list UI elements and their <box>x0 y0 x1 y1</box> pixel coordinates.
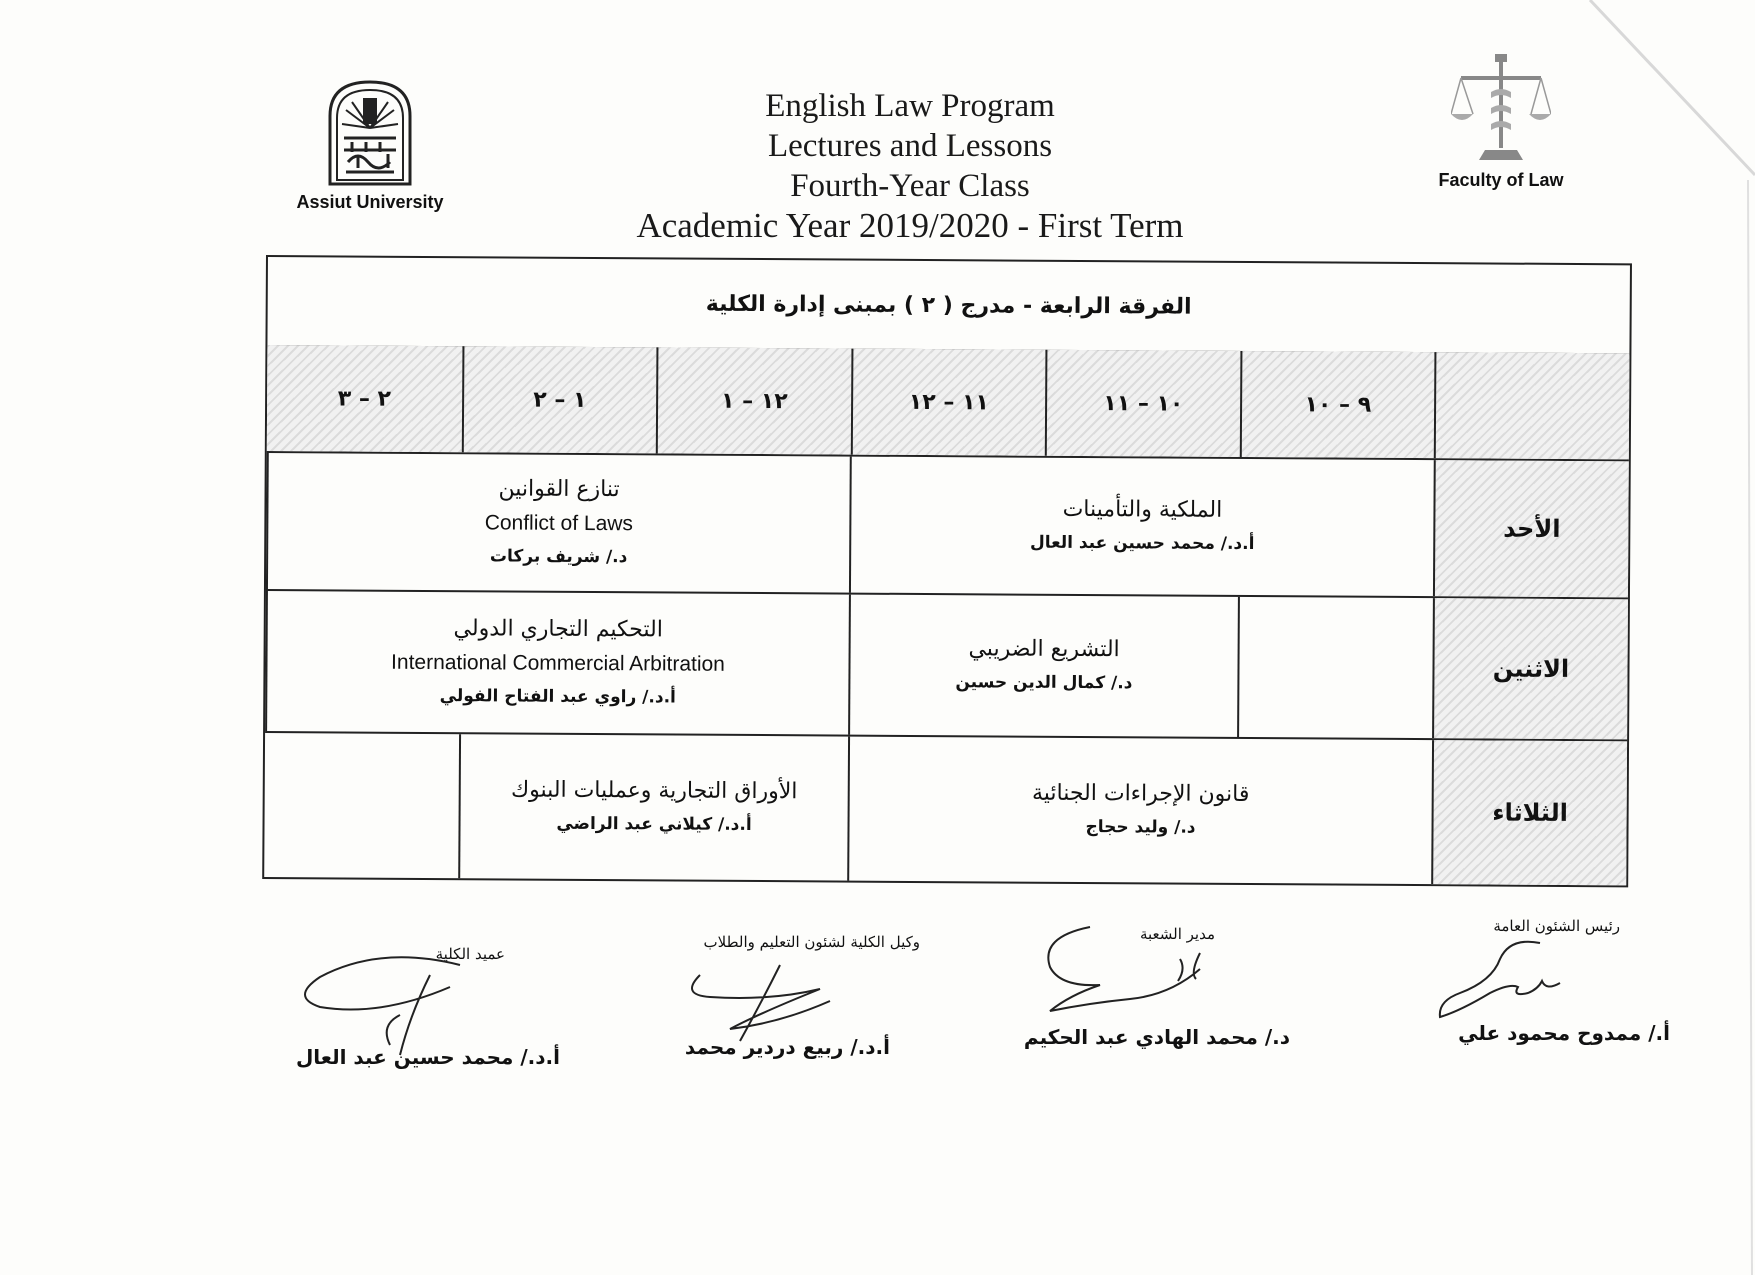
signature-name: أ./ ممدوح محمود علي <box>1458 1021 1670 1045</box>
course-title-ar: الملكية والتأمينات <box>1062 496 1223 523</box>
signature-block-vice-dean <box>620 905 920 1075</box>
title-line-class: Fourth-Year Class <box>790 168 1030 204</box>
day-label-tuesday: الثلاثاء <box>1431 740 1627 885</box>
time-slot-12-1: ١٢ – ١ <box>656 347 851 454</box>
day-label-sunday: الأحد <box>1433 460 1629 597</box>
course-cell-commercial-papers-banking <box>458 734 848 880</box>
handwritten-signature <box>1030 915 1230 1025</box>
course-title-ar: التشريع الضريبي <box>968 636 1120 663</box>
university-logo-caption: Assiut University <box>296 192 444 212</box>
handwritten-signature <box>1420 935 1590 1025</box>
signature-name: د./ محمد الهادي عبد الحكيم <box>1023 1025 1290 1049</box>
faculty-logo-caption: Faculty of Law <box>1438 170 1564 190</box>
title-line-program: English Law Program <box>765 88 1055 124</box>
table-row-tuesday <box>264 733 1627 885</box>
time-slot-9-10: ٩ – ١٠ <box>1239 351 1434 458</box>
course-title-en: Conflict of Laws <box>484 511 634 536</box>
course-instructor: د./ شريف بركات <box>489 546 628 568</box>
time-slot-2-3: ٢ – ٣ <box>267 345 462 452</box>
course-cell-tax-legislation <box>848 595 1238 737</box>
day-label-monday: الاثنين <box>1432 598 1628 739</box>
time-slot-11-12: ١١ – ١٢ <box>850 349 1045 456</box>
lecture-schedule-table <box>262 255 1632 887</box>
empty-slot-cell <box>264 733 459 878</box>
course-instructor: د./ كمال الدين حسين <box>955 672 1133 694</box>
title-line-academic-year: Academic Year 2019/2020 - First Term <box>636 206 1184 245</box>
table-row-monday <box>265 591 1628 741</box>
course-title-ar: قانون الإجراءات الجنائية <box>1031 780 1250 808</box>
time-slot-1-2: ١ – ٢ <box>461 346 656 453</box>
scales-of-justice-icon <box>1451 52 1551 164</box>
course-instructor: أ.د./ كيلاني عبد الراضي <box>556 813 752 835</box>
course-instructor: أ.د./ راوي عبد الفتاح الفولي <box>439 686 676 708</box>
course-cell-international-commercial-arbitration <box>265 591 849 735</box>
course-cell-property-insurance <box>849 457 1434 597</box>
course-instructor: أ.د./ محمد حسين عبد العال <box>1029 532 1255 555</box>
time-slot-header-row <box>267 345 1630 461</box>
signature-title: مدير الشعبة <box>1139 925 1215 943</box>
faculty-of-law-logo <box>1416 52 1586 191</box>
signature-name: أ.د./ ربيع دردير محمد <box>684 1035 890 1059</box>
course-cell-criminal-procedure <box>847 737 1432 885</box>
course-title-ar: التحكيم التجاري الدولي <box>453 616 663 643</box>
course-instructor: د./ وليد حجاج <box>1085 817 1196 838</box>
course-title-ar: تنازع القوانين <box>498 476 620 503</box>
signature-block-dean <box>260 905 560 1075</box>
document-title <box>560 86 1260 246</box>
signature-title: وكيل الكلية لشئون التعليم والطلاب <box>703 933 920 951</box>
assiut-university-logo <box>280 76 460 213</box>
table-row-sunday <box>266 453 1629 599</box>
course-title-en: International Commercial Arbitration <box>391 650 725 676</box>
schedule-heading: الفرقة الرابعة - مدرج ( ٢ ) بمبنى إدارة الكلية <box>267 257 1630 355</box>
time-slot-10-11: ١٠ – ١١ <box>1045 350 1240 457</box>
signature-title: عميد الكلية <box>435 945 505 963</box>
title-line-lectures: Lectures and Lessons <box>767 128 1053 164</box>
empty-slot-cell <box>1237 597 1433 738</box>
signature-title: رئيس الشئون العامة <box>1493 917 1620 935</box>
signature-block-division-director <box>1000 905 1300 1075</box>
corner-cell <box>1434 352 1630 459</box>
course-cell-conflict-of-laws <box>266 453 850 593</box>
university-emblem-icon <box>322 76 418 186</box>
signature-block-public-affairs-head <box>1370 905 1670 1075</box>
signature-name: أ.د./ محمد حسين عبد العال <box>295 1045 560 1069</box>
course-title-ar: الأوراق التجارية وعمليات البنوك <box>510 777 798 805</box>
